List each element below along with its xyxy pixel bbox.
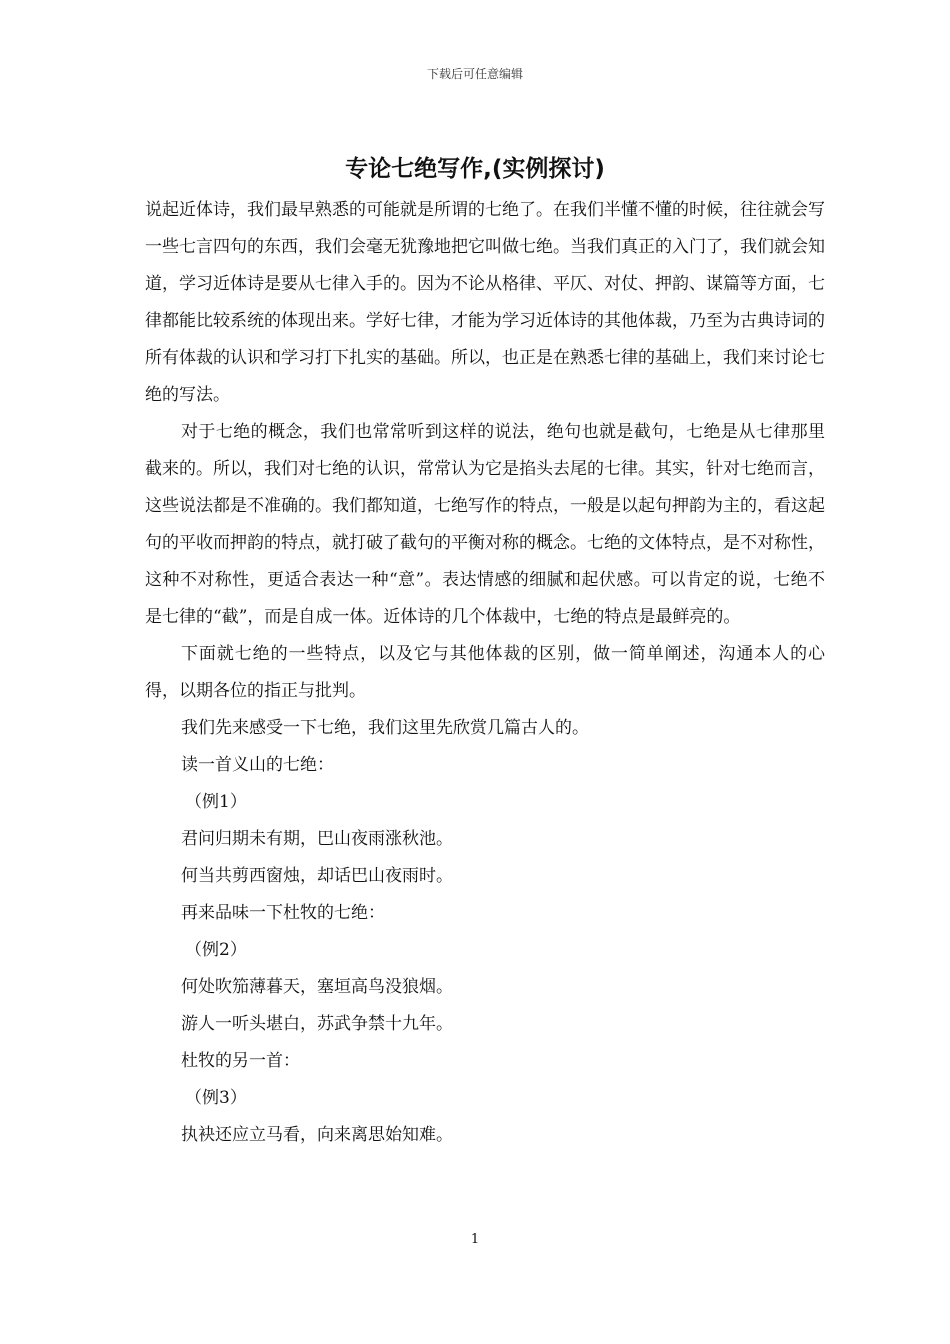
poem-line: 游人一听头堪白，苏武争禁十九年。 xyxy=(181,1014,453,1034)
intro-line: 再来品味一下杜牧的七绝： xyxy=(181,903,385,923)
intro-line: 杜牧的另一首： xyxy=(181,1051,300,1071)
example-label: （例2） xyxy=(185,940,247,960)
document-body xyxy=(145,192,825,1154)
paragraph-3: 下面就七绝的一些特点，以及它与其他体裁的区别，做一简单阐述，沟通本人的心得，以期各位的指正与批判。 xyxy=(145,644,825,701)
page-header-note: 下载后可任意编辑 xyxy=(426,67,523,81)
example-label: （例3） xyxy=(185,1088,247,1108)
document-title: 专论七绝写作,(实例探讨) xyxy=(345,156,605,182)
intro-line: 读一首义山的七绝： xyxy=(181,755,334,775)
intro-line: 我们先来感受一下七绝，我们这里先欣赏几篇古人的。 xyxy=(181,718,589,738)
example-label: （例1） xyxy=(185,792,247,812)
poem-line: 何当共剪西窗烛，却话巴山夜雨时。 xyxy=(181,866,453,886)
page-number: 1 xyxy=(470,1232,480,1247)
paragraph-2: 对于七绝的概念，我们也常常听到这样的说法，绝句也就是截句，七绝是从七律那里截来的。所以，我们对七绝的认识，常常认为它是掐头去尾的七律。其实，针对七绝而言，这些说法都是不准确的。我们都知道，七绝写作的特点，一般是以起句押韵为主的，看这起句的平收而押韵的特点，就打破了截句的平衡对称的概念。七绝的文体特点，是不对称性，这种不对称性，更适合表达一种“意”。表达情感的细腻和起伏感。可以肯定的说，七绝不是七律的“截”，而是自成一体。近体诗的几个体裁中，七绝的特点是最鲜亮的。 xyxy=(145,422,825,627)
poem-line: 何处吹笳薄暮天，塞垣高鸟没狼烟。 xyxy=(181,977,453,997)
poem-line: 执袂还应立马看，向来离思始知难。 xyxy=(181,1125,453,1145)
poem-line: 君问归期未有期，巴山夜雨涨秋池。 xyxy=(181,829,453,849)
paragraph-1: 说起近体诗，我们最早熟悉的可能就是所谓的七绝了。在我们半懂不懂的时候，往往就会写一些七言四句的东西，我们会毫无犹豫地把它叫做七绝。当我们真正的入门了，我们就会知道，学习近体诗是要从七律入手的。因为不论从格律、平仄、对仗、押韵、谋篇等方面，七律都能比较系统的体现出来。学好七律，才能为学习近体诗的其他体裁，乃至为古典诗词的所有体裁的认识和学习打下扎实的基础。所以，也正是在熟悉七律的基础上，我们来讨论七绝的写法。 xyxy=(145,200,825,405)
